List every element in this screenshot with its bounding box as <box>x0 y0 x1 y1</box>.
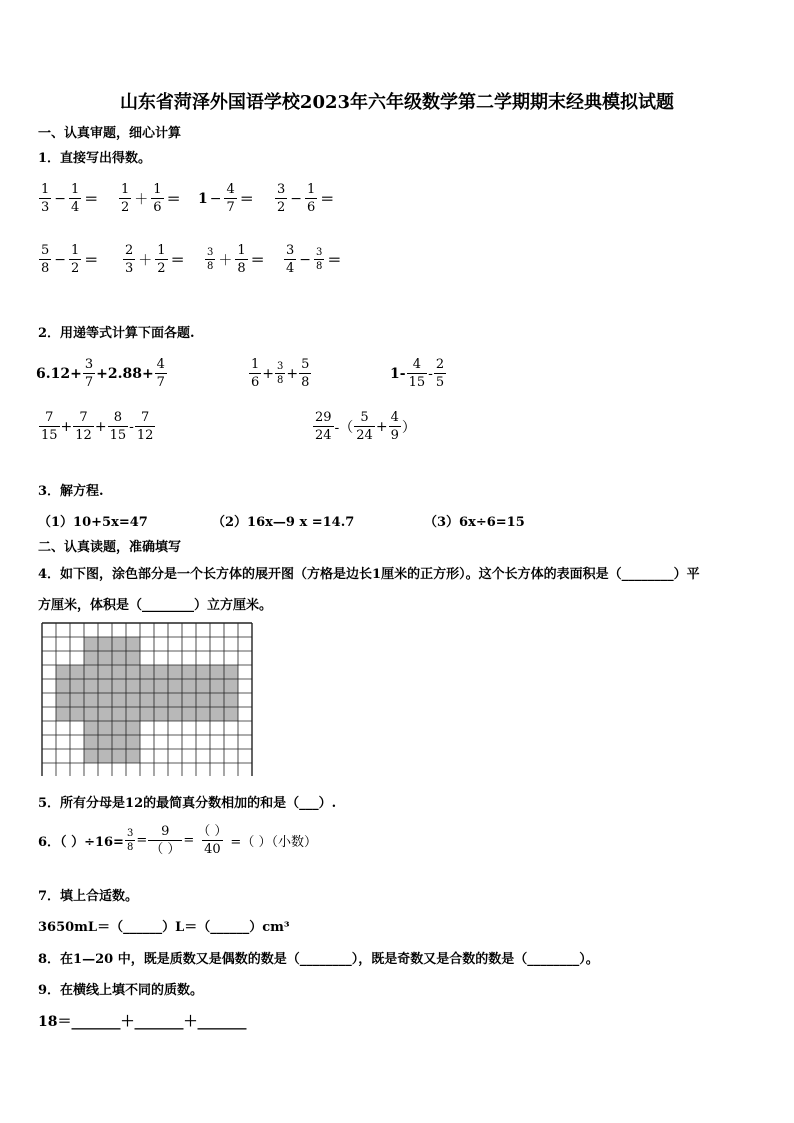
shaded-cell <box>140 707 154 721</box>
fraction: $\frac{2}{3}$ <box>125 243 134 276</box>
shaded-cell <box>168 707 182 721</box>
shaded-cell <box>224 679 238 693</box>
fraction: $\frac{4}{9}$ <box>390 410 399 443</box>
q5-text: 5．所有分母是12的最简真分数相加的和是（___）. <box>38 796 337 811</box>
q1-item-4: $\frac{3}{2}$ − $\frac{1}{6}$ ＝ <box>277 182 335 215</box>
fraction: $\frac{3}{8}$ <box>316 247 323 272</box>
q7-line: 3650mL＝（______）L＝（______）cm³ <box>38 920 290 935</box>
shaded-cell <box>112 679 126 693</box>
fraction: $\frac{1}{6}$ <box>307 182 316 215</box>
shaded-cell <box>112 693 126 707</box>
q7-label: 7．填上合适数。 <box>38 889 139 904</box>
shaded-cell <box>154 707 168 721</box>
q3-equation-1: （1）10+5x=47 <box>38 515 148 530</box>
shaded-cell <box>112 735 126 749</box>
shaded-cell <box>56 707 70 721</box>
shaded-cell <box>70 679 84 693</box>
shaded-cell <box>126 665 140 679</box>
q2-expr-4: $\frac{7}{15}$ + $\frac{7}{12}$ + $\frac{8}{15}$ - $\frac{7}{12}$ <box>41 410 154 443</box>
fraction: $\frac{3}{8}$ <box>277 361 284 386</box>
shaded-cell <box>56 679 70 693</box>
q1-item-5: $\frac{5}{8}$ − $\frac{1}{2}$ ＝ <box>41 243 99 276</box>
shaded-cell <box>224 707 238 721</box>
fraction: $\frac{4}{7}$ <box>156 357 165 390</box>
shaded-cell <box>98 665 112 679</box>
q1-item-7: $\frac{3}{8}$ ＋ $\frac{1}{8}$ ＝ <box>207 243 265 276</box>
shaded-cell <box>126 637 140 651</box>
shaded-cell <box>112 707 126 721</box>
section-2-heading: 二、认真读题，准确填写 <box>38 540 182 555</box>
shaded-cell <box>84 749 98 763</box>
fraction: $\frac{5}{24}$ <box>356 410 373 443</box>
shaded-cell <box>84 651 98 665</box>
shaded-cell <box>98 721 112 735</box>
q2-expr-2: $\frac{1}{6}$ + $\frac{3}{8}$ + $\frac{5}{8}$ <box>251 357 310 390</box>
shaded-cell <box>182 693 196 707</box>
shaded-cell <box>56 665 70 679</box>
shaded-cell <box>84 735 98 749</box>
shaded-cell <box>210 707 224 721</box>
shaded-cell <box>210 679 224 693</box>
fraction: $\frac{3}{8}$ <box>126 828 134 853</box>
shaded-cell <box>140 679 154 693</box>
shaded-cell <box>98 679 112 693</box>
q1-item-1: $\frac{1}{3}$ − $\frac{1}{4}$ ＝ <box>41 182 99 215</box>
q2-expr-3: 1- $\frac{4}{15}$ - $\frac{2}{5}$ <box>390 357 445 390</box>
shaded-cell <box>126 679 140 693</box>
fraction: $\frac{7}{12}$ <box>136 410 154 443</box>
fraction: $\frac{3}{2}$ <box>277 182 286 215</box>
fraction: $\frac{2}{5}$ <box>435 357 445 390</box>
fraction: $\frac{4}{7}$ <box>226 182 235 215</box>
shaded-cell <box>182 665 196 679</box>
section-1-heading: 一、认真审题，细心计算 <box>38 126 182 141</box>
shaded-cell <box>154 679 168 693</box>
shaded-cell <box>70 707 84 721</box>
shaded-cell <box>182 707 196 721</box>
fraction: $\frac{1}{2}$ <box>157 243 166 276</box>
shaded-cell <box>98 693 112 707</box>
fraction: $\frac{8}{15}$ <box>109 410 127 443</box>
q4-line-2: 方厘米，体积是（________）立方厘米。 <box>38 598 273 613</box>
shaded-cell <box>112 749 126 763</box>
shaded-cell <box>98 651 112 665</box>
shaded-cell <box>98 735 112 749</box>
fraction: $\frac{7}{15}$ <box>41 410 58 443</box>
shaded-cell <box>168 679 182 693</box>
q9-line: 18＝_______＋_______＋_______ <box>38 1014 247 1030</box>
shaded-cell <box>196 693 210 707</box>
fraction: $\frac{9}{( )}$ <box>150 824 181 857</box>
shaded-cell <box>210 665 224 679</box>
fraction: $\frac{29}{24}$ <box>315 410 332 443</box>
shaded-cell <box>140 693 154 707</box>
fraction: $\frac{1}{8}$ <box>237 243 246 276</box>
fraction: $\frac{1}{3}$ <box>41 182 50 215</box>
fraction: $\frac{7}{12}$ <box>75 410 92 443</box>
shaded-cell <box>98 707 112 721</box>
shaded-cell <box>126 749 140 763</box>
fraction: $\frac{3}{7}$ <box>84 357 94 390</box>
q1-label: 1．直接写出得数。 <box>38 151 152 166</box>
shaded-cell <box>126 693 140 707</box>
fraction: $\frac{1}{2}$ <box>121 182 130 215</box>
fraction: $\frac{1}{4}$ <box>71 182 80 215</box>
shaded-cell <box>84 693 98 707</box>
shaded-cell <box>112 651 126 665</box>
fraction: $\frac{1}{6}$ <box>251 357 260 390</box>
shaded-cell <box>84 707 98 721</box>
shaded-cell <box>154 665 168 679</box>
shaded-cell <box>140 665 154 679</box>
cuboid-net-grid <box>41 622 253 776</box>
q9-label: 9．在横线上填不同的质数。 <box>38 983 204 998</box>
shaded-cell <box>196 707 210 721</box>
shaded-cell <box>98 749 112 763</box>
q3-equation-3: （3）6x÷6=15 <box>424 515 525 530</box>
shaded-cell <box>112 721 126 735</box>
shaded-cell <box>126 707 140 721</box>
fraction: $\frac{5}{8}$ <box>301 357 310 390</box>
shaded-cell <box>112 665 126 679</box>
shaded-cell <box>56 693 70 707</box>
shaded-cell <box>112 637 126 651</box>
fraction: $\frac{1}{2}$ <box>71 243 80 276</box>
q4-line-1: 4．如下图，涂色部分是一个长方体的展开图（方格是边长1厘米的正方形）。这个长方体的表面积是（________）平 <box>38 567 700 582</box>
q3-label: 3．解方程. <box>38 484 104 499</box>
shaded-cell <box>126 721 140 735</box>
shaded-cell <box>210 693 224 707</box>
shaded-cell <box>84 679 98 693</box>
shaded-cell <box>98 637 112 651</box>
q8-text: 8．在1—20 中，既是质数又是偶数的数是（________），既是奇数又是合数的数是（________）。 <box>38 952 599 967</box>
shaded-cell <box>196 679 210 693</box>
fraction: $\frac{( )}{40}$ <box>197 824 228 857</box>
shaded-cell <box>70 693 84 707</box>
shaded-cell <box>154 693 168 707</box>
shaded-cell <box>168 665 182 679</box>
q6-expr: 6．（ ）÷16= $\frac{3}{8}$ = $\frac{9}{( )}$ = $\frac{( )}{40}$ =（ ）（小数） <box>38 824 317 857</box>
shaded-cell <box>84 637 98 651</box>
shaded-cell <box>84 721 98 735</box>
shaded-cell <box>126 651 140 665</box>
fraction: $\frac{3}{8}$ <box>207 247 214 272</box>
q3-equation-2: （2）16x—9 x =14.7 <box>212 515 355 530</box>
fraction: $\frac{4}{15}$ <box>408 357 426 390</box>
shaded-cell <box>182 679 196 693</box>
shaded-cell <box>196 665 210 679</box>
page-title: 山东省菏泽外国语学校2023年六年级数学第二学期期末经典模拟试题 <box>119 92 675 113</box>
q2-expr-1: 6.12+ $\frac{3}{7}$ +2.88+ $\frac{4}{7}$ <box>36 357 165 390</box>
q2-expr-5: $\frac{29}{24}$ -（ $\frac{5}{24}$ + $\frac{4}{9}$ ） <box>315 410 416 443</box>
q2-label: 2．用递等式计算下面各题. <box>38 326 195 341</box>
shaded-cell <box>224 693 238 707</box>
fraction: $\frac{5}{8}$ <box>41 243 50 276</box>
shaded-cell <box>70 665 84 679</box>
shaded-cell <box>126 735 140 749</box>
q1-item-2: $\frac{1}{2}$ ＋ $\frac{1}{6}$ ＝ <box>121 182 181 215</box>
shaded-cell <box>168 693 182 707</box>
shaded-cell <box>224 665 238 679</box>
q1-item-8: $\frac{3}{4}$ − $\frac{3}{8}$ ＝ <box>286 243 342 276</box>
q1-item-6: $\frac{2}{3}$ ＋ $\frac{1}{2}$ ＝ <box>125 243 185 276</box>
fraction: $\frac{1}{6}$ <box>153 182 162 215</box>
q1-item-3: 1 − $\frac{4}{7}$ ＝ <box>198 182 254 215</box>
fraction: $\frac{3}{4}$ <box>286 243 295 276</box>
shaded-cell <box>84 665 98 679</box>
